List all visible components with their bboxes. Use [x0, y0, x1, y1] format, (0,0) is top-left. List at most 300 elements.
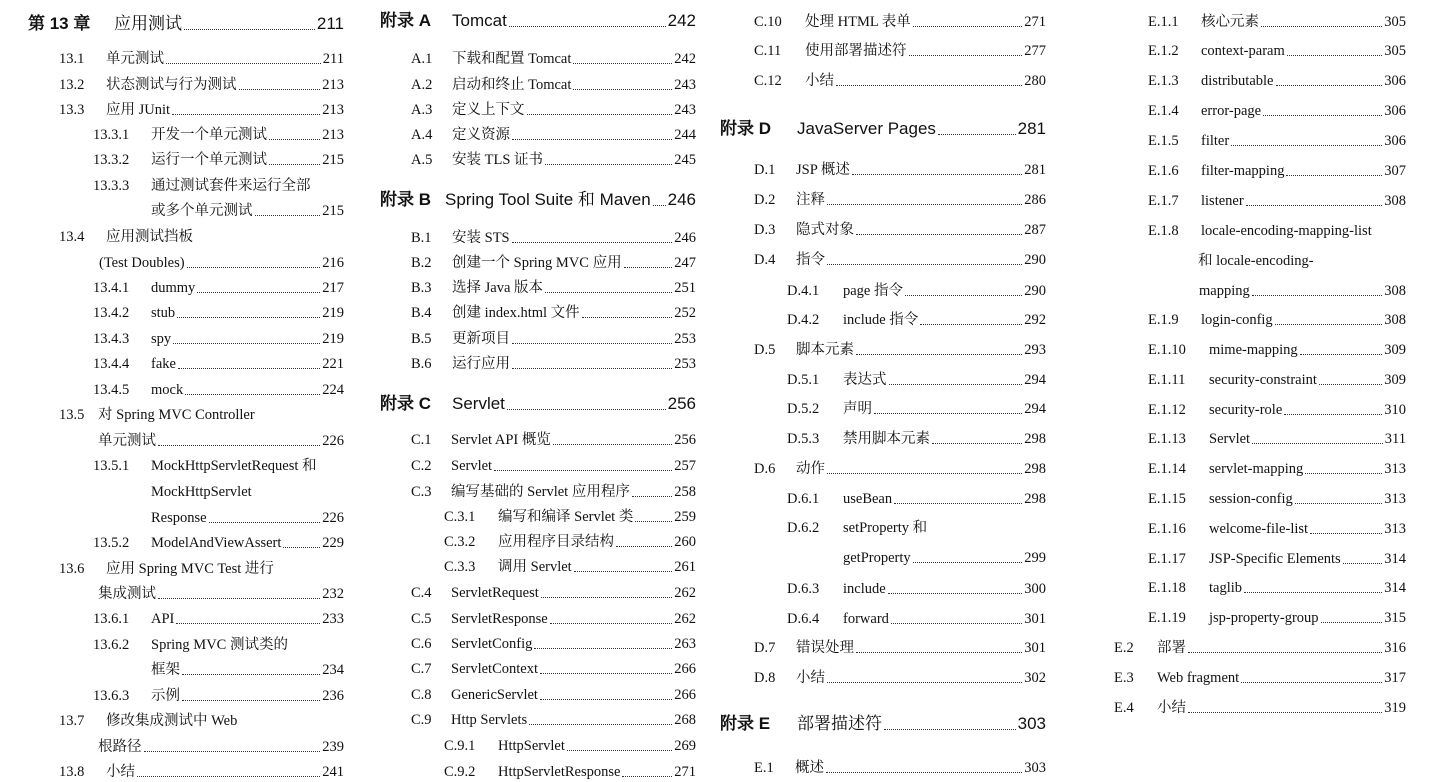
toc-entry	[380, 509, 696, 526]
toc-entry-title: 错误处理	[796, 640, 854, 656]
dot-leader	[582, 317, 673, 318]
toc-entry-number: A.3	[411, 102, 433, 118]
toc-entry	[380, 585, 696, 602]
toc-entry-page: 213	[322, 127, 344, 143]
toc-entry	[380, 127, 696, 144]
toc-entry-title: 安装 TLS 证书	[452, 152, 544, 168]
toc-entry-number: D.2	[754, 192, 776, 208]
toc-entry-page: 229	[322, 535, 344, 551]
dot-leader	[197, 292, 320, 293]
toc-entry	[1114, 551, 1406, 568]
toc-entry	[1114, 521, 1406, 538]
dot-leader	[874, 413, 1022, 414]
dot-leader	[567, 750, 672, 751]
toc-entry	[28, 535, 344, 552]
toc-entry-number: C.3.1	[444, 509, 476, 525]
toc-entry-number: C.8	[411, 687, 432, 703]
toc-entry-number: D.6.2	[787, 520, 820, 536]
toc-entry-title: 声明	[843, 401, 872, 417]
toc-entry-title: 应用测试	[114, 14, 182, 33]
dot-leader	[836, 85, 1022, 86]
toc-entry	[380, 687, 696, 704]
toc-entry-title: GenericServlet	[451, 687, 538, 703]
toc-entry-title: ServletConfig	[451, 636, 533, 652]
dot-leader	[624, 267, 673, 268]
dot-leader	[173, 343, 320, 344]
toc-heading	[380, 11, 696, 31]
toc-entry-title: 集成测试	[98, 586, 156, 602]
dot-leader	[826, 772, 1022, 773]
toc-entry-page: 314	[1384, 551, 1406, 567]
toc-entry-page: 241	[322, 764, 344, 780]
toc-entry	[380, 102, 696, 119]
toc-entry-page: 239	[322, 739, 344, 755]
dot-leader	[938, 134, 1016, 135]
toc-entry	[380, 484, 696, 501]
toc-entry	[1114, 163, 1406, 180]
toc-entry-page: 271	[674, 764, 696, 780]
toc-entry-page: 280	[1024, 73, 1046, 89]
dot-leader	[1305, 473, 1382, 474]
toc-entry-number: C.5	[411, 611, 432, 627]
toc-entry	[1114, 253, 1406, 270]
toc-entry-number: D.4.2	[787, 312, 820, 328]
toc-entry	[720, 401, 1046, 418]
toc-entry	[28, 127, 344, 144]
toc-entry	[28, 739, 344, 756]
toc-entry-title: filter-mapping	[1201, 163, 1285, 179]
toc-entry	[28, 458, 344, 475]
toc-entry-title: 应用测试挡板	[106, 229, 193, 245]
toc-entry-title: Response	[151, 510, 207, 526]
toc-entry	[1114, 43, 1406, 60]
toc-entry-page: 252	[674, 305, 696, 321]
toc-entry	[28, 331, 344, 348]
toc-entry-page: 245	[674, 152, 696, 168]
toc-entry-page: 246	[674, 230, 696, 246]
toc-entry-page: 298	[1024, 431, 1046, 447]
toc-entry-number: 13.1	[59, 51, 85, 67]
toc-entry-page: 243	[674, 102, 696, 118]
toc-entry-page: 303	[1024, 760, 1046, 776]
toc-entry-number: D.6.4	[787, 611, 820, 627]
toc-entry	[380, 51, 696, 68]
toc-entry-page: 266	[674, 687, 696, 703]
toc-entry-number: A.2	[411, 77, 433, 93]
toc-entry-title: stub	[151, 305, 176, 321]
toc-entry-title: setProperty 和	[843, 520, 928, 536]
toc-entry-number: D.6	[754, 461, 776, 477]
toc-entry-page: 262	[674, 611, 696, 627]
toc-entry-title: 启动和终止 Tomcat	[452, 77, 572, 93]
toc-entry-page: 266	[674, 661, 696, 677]
toc-entry-page: 263	[674, 636, 696, 652]
dot-leader	[827, 204, 1022, 205]
dot-leader	[920, 324, 1022, 325]
toc-entry-title: locale-encoding-mapping-list	[1201, 223, 1372, 239]
toc-entry-title: Servlet	[452, 394, 505, 413]
dot-leader	[827, 682, 1022, 683]
toc-entry-number: 附录 A	[380, 11, 431, 30]
toc-entry	[380, 152, 696, 169]
dot-leader	[239, 89, 321, 90]
toc-entry	[28, 77, 344, 94]
toc-entry	[1114, 640, 1406, 657]
toc-entry-title: JSP 概述	[796, 162, 850, 178]
dot-leader	[166, 63, 321, 64]
toc-entry-page: 301	[1024, 611, 1046, 627]
toc-entry-page: 315	[1384, 610, 1406, 626]
dot-leader	[1275, 324, 1383, 325]
dot-leader	[545, 292, 672, 293]
toc-entry-title: page 指令	[843, 283, 903, 299]
toc-entry-number: B.5	[411, 331, 432, 347]
toc-entry-title: context-param	[1201, 43, 1285, 59]
toc-entry	[28, 688, 344, 705]
toc-entry-number: C.9.1	[444, 738, 476, 754]
toc-heading	[28, 14, 344, 34]
toc-entry-number: C.7	[411, 661, 432, 677]
toc-entry	[1114, 14, 1406, 31]
dot-leader	[144, 751, 321, 752]
toc-entry-number: 附录 C	[380, 394, 431, 413]
toc-entry-number: 13.3.1	[93, 127, 130, 143]
toc-entry-page: 286	[1024, 192, 1046, 208]
toc-entry-number: B.2	[411, 255, 432, 271]
dot-leader	[529, 724, 672, 725]
toc-entry-number: A.1	[411, 51, 433, 67]
toc-entry-page: 310	[1384, 402, 1406, 418]
dot-leader	[913, 562, 1023, 563]
toc-entry-number: C.3.2	[444, 534, 476, 550]
dot-leader	[856, 354, 1022, 355]
toc-entry	[380, 559, 696, 576]
dot-leader	[550, 623, 673, 624]
toc-entry-page: 317	[1384, 670, 1406, 686]
toc-entry-title: 创建一个 Spring MVC 应用	[452, 255, 622, 271]
toc-entry	[28, 305, 344, 322]
toc-entry	[380, 712, 696, 729]
dot-leader	[540, 699, 672, 700]
toc-entry-title: ServletResponse	[451, 611, 548, 627]
toc-entry-number: C.9.2	[444, 764, 476, 780]
dot-leader	[209, 522, 321, 523]
toc-entry-title: dummy	[151, 280, 196, 296]
dot-leader	[1261, 26, 1382, 27]
toc-entry	[28, 764, 344, 781]
toc-entry	[1114, 431, 1406, 448]
toc-entry-title: 表达式	[843, 372, 887, 388]
toc-entry-number: D.6.3	[787, 581, 820, 597]
toc-entry-page: 299	[1024, 550, 1046, 566]
toc-entry-title: session-config	[1209, 491, 1293, 507]
toc-entry-number: C.3.3	[444, 559, 476, 575]
dot-leader	[540, 673, 672, 674]
toc-entry-title: (Test Doubles)	[99, 255, 185, 271]
toc-entry-page: 242	[674, 51, 696, 67]
dot-leader	[827, 264, 1022, 265]
toc-entry	[720, 372, 1046, 389]
dot-leader	[574, 571, 673, 572]
toc-entry	[380, 458, 696, 475]
toc-entry-page: 236	[322, 688, 344, 704]
toc-entry-number: D.4	[754, 252, 776, 268]
toc-entry-title: 单元测试	[98, 433, 156, 449]
toc-entry-title: listener	[1201, 193, 1244, 209]
toc-entry-title: distributable	[1201, 73, 1274, 89]
dot-leader	[856, 234, 1022, 235]
toc-entry-title: JSP-Specific Elements	[1209, 551, 1341, 567]
toc-entry-page: 294	[1024, 401, 1046, 417]
toc-entry-number: D.5.2	[787, 401, 820, 417]
toc-entry	[720, 162, 1046, 179]
toc-entry	[28, 229, 344, 246]
toc-entry-page: 256	[674, 432, 696, 448]
toc-entry-title: 运行一个单元测试	[151, 152, 267, 168]
toc-entry-title: useBean	[843, 491, 893, 507]
dot-leader	[534, 648, 672, 649]
toc-entry-number: E.1.15	[1148, 491, 1186, 507]
toc-entry-title: 框架	[151, 662, 180, 678]
toc-entry-page: 226	[322, 510, 344, 526]
toc-entry-title: 定义上下文	[452, 102, 525, 118]
dot-leader	[888, 593, 1023, 594]
toc-entry-number: E.1.5	[1148, 133, 1179, 149]
toc-entry-number: D.5	[754, 342, 776, 358]
dot-leader	[894, 503, 1022, 504]
dot-leader	[1295, 503, 1382, 504]
toc-entry-page: 221	[322, 356, 344, 372]
toc-entry-number: 13.3	[59, 102, 85, 118]
dot-leader	[1263, 115, 1382, 116]
toc-entry-page: 261	[674, 559, 696, 575]
toc-entry-title: 小结	[106, 764, 135, 780]
toc-entry-page: 308	[1384, 283, 1406, 299]
toc-entry	[28, 407, 344, 424]
toc-entry	[720, 550, 1046, 567]
toc-entry	[720, 611, 1046, 628]
toc-entry-page: 247	[674, 255, 696, 271]
dot-leader	[527, 114, 673, 115]
toc-entry-page: 216	[322, 255, 344, 271]
toc-entry-title: include	[843, 581, 886, 597]
toc-entry-title: 安装 STS	[452, 230, 510, 246]
toc-entry	[1114, 133, 1406, 150]
toc-entry-number: E.1.11	[1148, 372, 1186, 388]
dot-leader	[616, 546, 672, 547]
toc-entry-title: 运行应用	[452, 356, 510, 372]
toc-entry-number: 13.6.3	[93, 688, 130, 704]
toc-entry-number: 附录 E	[720, 714, 771, 733]
toc-entry-title: 小结	[1157, 700, 1186, 716]
toc-entry-number: C.2	[411, 458, 432, 474]
toc-entry-page: 215	[322, 203, 344, 219]
toc-entry-page: 226	[322, 433, 344, 449]
dot-leader	[573, 89, 672, 90]
toc-entry-number: D.5.1	[787, 372, 820, 388]
toc-entry-title: error-page	[1201, 103, 1262, 119]
toc-entry	[720, 43, 1046, 60]
toc-entry-title: mock	[151, 382, 184, 398]
toc-entry-page: 298	[1024, 491, 1046, 507]
toc-entry	[28, 586, 344, 603]
dot-leader	[283, 547, 320, 548]
toc-entry-page: 253	[674, 356, 696, 372]
toc-entry-page: 298	[1024, 461, 1046, 477]
dot-leader	[1244, 592, 1382, 593]
dot-leader	[1321, 622, 1383, 623]
toc-entry	[720, 342, 1046, 359]
toc-entry-title: include 指令	[843, 312, 919, 328]
dot-leader	[1246, 205, 1383, 206]
toc-entry	[720, 312, 1046, 329]
toc-entry-title: ServletContext	[451, 661, 538, 677]
toc-entry	[28, 178, 344, 195]
toc-entry-title: 动作	[796, 461, 825, 477]
toc-entry-number: E.1.7	[1148, 193, 1179, 209]
toc-entry-number: B.3	[411, 280, 432, 296]
toc-entry	[1114, 342, 1406, 359]
toc-entry-page: 303	[1017, 714, 1046, 733]
toc-entry-number: C.12	[754, 73, 782, 89]
toc-entry-number: 13.3.2	[93, 152, 130, 168]
toc-entry-title: 和 locale-encoding-	[1198, 253, 1314, 269]
toc-entry-number: 13.6.2	[93, 637, 130, 653]
toc-entry-title: mapping	[1199, 283, 1250, 299]
toc-entry-number: 13.4.1	[93, 280, 130, 296]
toc-entry-page: 215	[322, 152, 344, 168]
dot-leader	[1276, 85, 1383, 86]
toc-entry	[28, 611, 344, 628]
toc-entry	[1114, 103, 1406, 120]
toc-entry	[380, 280, 696, 297]
dot-leader	[932, 443, 1022, 444]
toc-entry-page: 234	[322, 662, 344, 678]
toc-entry	[720, 760, 1046, 777]
toc-entry-number: B.1	[411, 230, 432, 246]
toc-heading	[380, 190, 696, 210]
toc-entry-title: 部署描述符	[797, 714, 882, 733]
toc-entry-page: 281	[1017, 119, 1046, 138]
toc-entry-number: D.6.1	[787, 491, 820, 507]
toc-entry	[28, 382, 344, 399]
toc-entry-title: login-config	[1201, 312, 1273, 328]
dot-leader	[1241, 682, 1382, 683]
toc-entry-page: 253	[674, 331, 696, 347]
toc-heading	[720, 119, 1046, 139]
toc-entry	[28, 662, 344, 679]
toc-entry	[28, 152, 344, 169]
toc-entry-number: E.1.17	[1148, 551, 1186, 567]
toc-entry-number: A.5	[411, 152, 433, 168]
toc-entry	[720, 14, 1046, 31]
dot-leader	[184, 29, 315, 30]
toc-heading	[380, 394, 696, 414]
dot-leader	[507, 409, 666, 410]
toc-entry-title: 单元测试	[106, 51, 164, 67]
toc-entry-page: 268	[674, 712, 696, 728]
toc-entry	[1114, 283, 1406, 300]
toc-entry-title: 示例	[151, 688, 180, 704]
toc-entry-title: 调用 Servlet	[498, 559, 572, 575]
toc-entry	[380, 356, 696, 373]
toc-entry-page: 244	[674, 127, 696, 143]
toc-entry	[1114, 491, 1406, 508]
toc-entry-page: 293	[1024, 342, 1046, 358]
toc-entry-page: 305	[1384, 43, 1406, 59]
toc-entry-page: 242	[667, 11, 696, 30]
toc-entry	[28, 484, 344, 501]
dot-leader	[509, 26, 666, 27]
toc-entry-page: 292	[1024, 312, 1046, 328]
toc-entry-title: 脚本元素	[796, 342, 854, 358]
dot-leader	[255, 215, 321, 216]
dot-leader	[635, 521, 672, 522]
toc-entry-number: 13.5.2	[93, 535, 130, 551]
toc-entry-title: getProperty	[843, 550, 911, 566]
toc-entry-page: 224	[322, 382, 344, 398]
dot-leader	[553, 444, 672, 445]
toc-entry	[380, 534, 696, 551]
dot-leader	[1300, 354, 1383, 355]
toc-entry-page: 257	[674, 458, 696, 474]
dot-leader	[884, 729, 1016, 730]
toc-entry-page: 256	[667, 394, 696, 413]
toc-entry-title: 小结	[805, 73, 834, 89]
toc-entry-number: 附录 B	[380, 190, 431, 209]
toc-entry-title: API	[151, 611, 175, 627]
toc-heading	[720, 714, 1046, 734]
toc-entry-page: 302	[1024, 670, 1046, 686]
toc-entry-title: 编写基础的 Servlet 应用程序	[451, 484, 630, 500]
toc-entry-title: 应用 Spring MVC Test 进行	[106, 561, 274, 577]
toc-entry-page: 305	[1384, 14, 1406, 30]
toc-entry	[28, 102, 344, 119]
toc-entry-page: 269	[674, 738, 696, 754]
toc-entry-title: 禁用脚本元素	[843, 431, 930, 447]
dot-leader	[158, 445, 320, 446]
toc-entry-page: 309	[1384, 342, 1406, 358]
toc-entry-title: Spring Tool Suite 和 Maven	[445, 190, 651, 209]
toc-entry-title: 或多个单元测试	[151, 203, 253, 219]
toc-entry-number: E.1.2	[1148, 43, 1179, 59]
toc-entry-page: 258	[674, 484, 696, 500]
dot-leader	[1188, 712, 1382, 713]
toc-entry-title: forward	[843, 611, 889, 627]
toc-entry-number: E.1.14	[1148, 461, 1186, 477]
dot-leader	[905, 295, 1022, 296]
dot-leader	[1343, 563, 1383, 564]
dot-leader	[1188, 652, 1382, 653]
toc-entry-number: D.3	[754, 222, 776, 238]
dot-leader	[545, 164, 672, 165]
toc-entry-number: 13.5	[59, 407, 85, 423]
toc-entry-page: 311	[1384, 431, 1406, 447]
dot-leader	[622, 776, 672, 777]
toc-entry	[28, 255, 344, 272]
dot-leader	[1287, 55, 1383, 56]
toc-entry-page: 217	[322, 280, 344, 296]
toc-entry-number: 附录 D	[720, 119, 771, 138]
dot-leader	[573, 63, 672, 64]
toc-entry-title: 小结	[796, 670, 825, 686]
toc-entry	[720, 252, 1046, 269]
toc-entry-page: 309	[1384, 372, 1406, 388]
toc-entry-number: C.1	[411, 432, 432, 448]
toc-entry	[380, 611, 696, 628]
toc-entry-number: E.1	[754, 760, 774, 776]
toc-entry-page: 211	[316, 14, 344, 33]
